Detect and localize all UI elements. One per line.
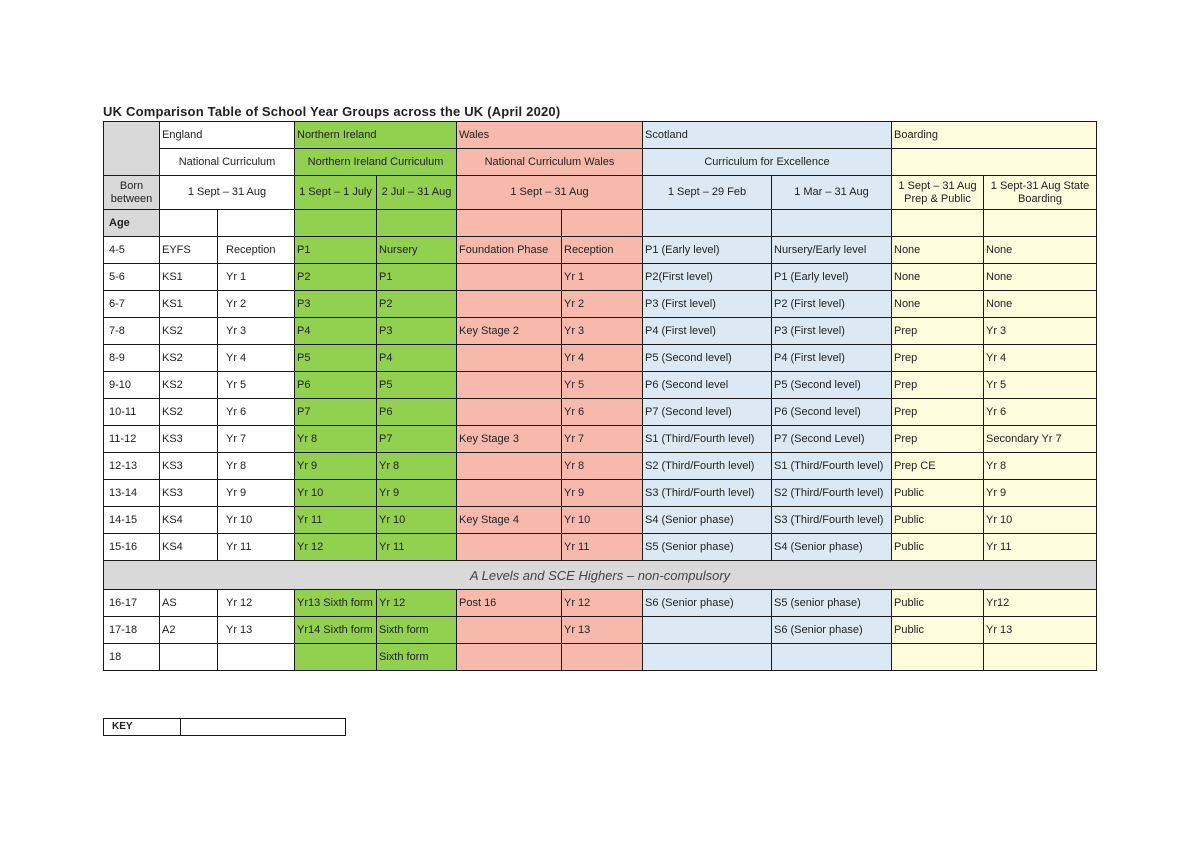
empty-cell — [892, 210, 984, 237]
boarding-b-cell: Yr 9 — [984, 480, 1097, 507]
born-boarding-b: 1 Sept-31 Aug State Boarding — [984, 176, 1097, 210]
curriculum-northern-ireland: Northern Ireland Curriculum — [295, 149, 457, 176]
boarding-b-cell: None — [984, 237, 1097, 264]
wales-year-cell: Yr 11 — [562, 534, 643, 561]
ni-nursery-cell: P4 — [377, 345, 457, 372]
scotland-b-cell: P6 (Second level) — [772, 399, 892, 426]
england-year-cell: Yr 12 — [218, 590, 295, 617]
wales-phase-cell: Key Stage 3 — [457, 426, 562, 453]
ni-primary-cell: P7 — [295, 399, 377, 426]
ni-primary-cell: P4 — [295, 318, 377, 345]
boarding-a-cell: None — [892, 264, 984, 291]
scotland-a-cell: P1 (Early level) — [643, 237, 772, 264]
ni-nursery-cell: Sixth form — [377, 617, 457, 644]
scotland-a-cell: S6 (Senior phase) — [643, 590, 772, 617]
boarding-a-cell: Prep CE — [892, 453, 984, 480]
empty-cell — [984, 210, 1097, 237]
born-between-row — [104, 176, 1097, 210]
scotland-a-cell: P3 (First level) — [643, 291, 772, 318]
wales-year-cell: Yr 2 — [562, 291, 643, 318]
ni-primary-cell: P6 — [295, 372, 377, 399]
boarding-b-cell: Yr12 — [984, 590, 1097, 617]
boarding-b-cell: None — [984, 291, 1097, 318]
ni-nursery-cell: P3 — [377, 318, 457, 345]
england-key-stage-cell: KS4 — [160, 534, 218, 561]
boarding-b-cell: Yr 4 — [984, 345, 1097, 372]
age-cell: 18 — [104, 644, 160, 671]
england-year-cell: Yr 4 — [218, 345, 295, 372]
table-row — [104, 453, 1097, 480]
table-row — [104, 644, 1097, 671]
ni-primary-cell: Yr 12 — [295, 534, 377, 561]
wales-phase-cell — [457, 644, 562, 671]
ni-nursery-cell: Yr 10 — [377, 507, 457, 534]
boarding-b-cell: Yr 6 — [984, 399, 1097, 426]
scotland-a-cell — [643, 644, 772, 671]
age-cell: 16-17 — [104, 590, 160, 617]
age-header-row — [104, 210, 1097, 237]
scotland-a-cell: S1 (Third/Fourth level) — [643, 426, 772, 453]
boarding-a-cell: Public — [892, 617, 984, 644]
ni-nursery-cell: Sixth form — [377, 644, 457, 671]
boarding-b-cell — [984, 644, 1097, 671]
boarding-b-cell: None — [984, 264, 1097, 291]
key-label: KEY — [104, 719, 181, 735]
ni-nursery-cell: Yr 11 — [377, 534, 457, 561]
age-cell: 15-16 — [104, 534, 160, 561]
ni-primary-cell: Yr 11 — [295, 507, 377, 534]
scotland-b-cell: P4 (First level) — [772, 345, 892, 372]
england-year-cell: Reception — [218, 237, 295, 264]
wales-year-cell: Yr 7 — [562, 426, 643, 453]
wales-year-cell — [562, 644, 643, 671]
curriculum-scotland: Curriculum for Excellence — [643, 149, 892, 176]
ni-primary-cell: Yr13 Sixth form — [295, 590, 377, 617]
ni-primary-cell: Yr 8 — [295, 426, 377, 453]
non-compulsory-row — [104, 561, 1097, 590]
table-row — [104, 534, 1097, 561]
wales-phase-cell — [457, 617, 562, 644]
scotland-b-cell: P1 (Early level) — [772, 264, 892, 291]
born-england: 1 Sept – 31 Aug — [160, 176, 295, 210]
scotland-a-cell: S2 (Third/Fourth level) — [643, 453, 772, 480]
scotland-a-cell: P2(First level) — [643, 264, 772, 291]
boarding-b-cell: Yr 11 — [984, 534, 1097, 561]
scotland-b-cell: Nursery/Early level — [772, 237, 892, 264]
scotland-b-cell: S6 (Senior phase) — [772, 617, 892, 644]
ni-nursery-cell: Yr 9 — [377, 480, 457, 507]
wales-year-cell: Yr 9 — [562, 480, 643, 507]
wales-year-cell: Yr 3 — [562, 318, 643, 345]
age-cell: 4-5 — [104, 237, 160, 264]
boarding-a-cell: Prep — [892, 372, 984, 399]
wales-year-cell: Yr 6 — [562, 399, 643, 426]
wales-year-cell: Yr 13 — [562, 617, 643, 644]
wales-phase-cell — [457, 453, 562, 480]
age-cell: 11-12 — [104, 426, 160, 453]
ni-primary-cell: Yr 10 — [295, 480, 377, 507]
england-key-stage-cell: KS1 — [160, 291, 218, 318]
boarding-b-cell: Yr 8 — [984, 453, 1097, 480]
boarding-a-cell: Public — [892, 590, 984, 617]
empty-cell — [643, 210, 772, 237]
curriculum-england: National Curriculum — [160, 149, 295, 176]
england-year-cell: Yr 5 — [218, 372, 295, 399]
table-row — [104, 590, 1097, 617]
england-key-stage-cell: EYFS — [160, 237, 218, 264]
scotland-b-cell: P2 (First level) — [772, 291, 892, 318]
wales-phase-cell: Post 16 — [457, 590, 562, 617]
curriculum-boarding — [892, 149, 1097, 176]
scotland-a-cell: P7 (Second level) — [643, 399, 772, 426]
wales-year-cell: Yr 1 — [562, 264, 643, 291]
boarding-a-cell: Public — [892, 534, 984, 561]
boarding-a-cell: Prep — [892, 399, 984, 426]
england-key-stage-cell: KS2 — [160, 372, 218, 399]
ni-primary-cell — [295, 644, 377, 671]
age-cell: 10-11 — [104, 399, 160, 426]
scotland-b-cell — [772, 644, 892, 671]
england-key-stage-cell: KS3 — [160, 480, 218, 507]
boarding-b-cell: Yr 5 — [984, 372, 1097, 399]
age-cell: 8-9 — [104, 345, 160, 372]
ni-primary-cell: Yr 9 — [295, 453, 377, 480]
key-box — [103, 718, 346, 736]
region-england: England — [160, 122, 295, 149]
table-row — [104, 480, 1097, 507]
empty-cell — [218, 210, 295, 237]
ni-primary-cell: Yr14 Sixth form — [295, 617, 377, 644]
born-scotland-a: 1 Sept – 29 Feb — [643, 176, 772, 210]
england-year-cell — [218, 644, 295, 671]
england-year-cell: Yr 8 — [218, 453, 295, 480]
scotland-b-cell: S4 (Senior phase) — [772, 534, 892, 561]
england-year-cell: Yr 3 — [218, 318, 295, 345]
table-row — [104, 617, 1097, 644]
ni-primary-cell: P3 — [295, 291, 377, 318]
age-label: Age — [104, 210, 160, 237]
table-row — [104, 291, 1097, 318]
scotland-b-cell: P7 (Second Level) — [772, 426, 892, 453]
boarding-a-cell: Prep — [892, 318, 984, 345]
scotland-a-cell: P6 (Second level — [643, 372, 772, 399]
wales-phase-cell — [457, 480, 562, 507]
age-cell: 7-8 — [104, 318, 160, 345]
wales-phase-cell — [457, 264, 562, 291]
wales-phase-cell — [457, 291, 562, 318]
scotland-a-cell: P4 (First level) — [643, 318, 772, 345]
ni-nursery-cell: P6 — [377, 399, 457, 426]
age-cell: 13-14 — [104, 480, 160, 507]
wales-phase-cell — [457, 345, 562, 372]
year-group-comparison-table — [103, 121, 1097, 671]
table-row — [104, 318, 1097, 345]
boarding-a-cell: None — [892, 237, 984, 264]
wales-year-cell: Yr 8 — [562, 453, 643, 480]
wales-year-cell: Yr 10 — [562, 507, 643, 534]
wales-phase-cell: Key Stage 4 — [457, 507, 562, 534]
england-year-cell: Yr 11 — [218, 534, 295, 561]
age-cell: 9-10 — [104, 372, 160, 399]
curriculum-wales: National Curriculum Wales — [457, 149, 643, 176]
empty-cell — [772, 210, 892, 237]
document-title: UK Comparison Table of School Year Groups across the UK (April 2020) — [103, 104, 561, 119]
scotland-b-cell: S5 (senior phase) — [772, 590, 892, 617]
england-year-cell: Yr 2 — [218, 291, 295, 318]
non-compulsory-banner: A Levels and SCE Highers – non-compulsory — [104, 561, 1097, 590]
born-ni-a: 1 Sept – 1 July — [295, 176, 377, 210]
wales-phase-cell — [457, 372, 562, 399]
ni-nursery-cell: P5 — [377, 372, 457, 399]
boarding-a-cell: Prep — [892, 426, 984, 453]
table-row — [104, 237, 1097, 264]
age-cell: 5-6 — [104, 264, 160, 291]
ni-nursery-cell: P2 — [377, 291, 457, 318]
boarding-b-cell: Yr 13 — [984, 617, 1097, 644]
wales-year-cell: Reception — [562, 237, 643, 264]
wales-phase-cell — [457, 534, 562, 561]
born-wales: 1 Sept – 31 Aug — [457, 176, 643, 210]
england-key-stage-cell — [160, 644, 218, 671]
england-key-stage-cell: KS3 — [160, 426, 218, 453]
ni-nursery-cell: P7 — [377, 426, 457, 453]
scotland-a-cell: S3 (Third/Fourth level) — [643, 480, 772, 507]
empty-cell — [562, 210, 643, 237]
born-ni-b: 2 Jul – 31 Aug — [377, 176, 457, 210]
england-key-stage-cell: KS3 — [160, 453, 218, 480]
scotland-b-cell: S3 (Third/Fourth level) — [772, 507, 892, 534]
age-cell: 14-15 — [104, 507, 160, 534]
age-cell: 17-18 — [104, 617, 160, 644]
england-year-cell: Yr 6 — [218, 399, 295, 426]
england-year-cell: Yr 9 — [218, 480, 295, 507]
wales-year-cell: Yr 4 — [562, 345, 643, 372]
scotland-b-cell: P3 (First level) — [772, 318, 892, 345]
scotland-b-cell: S2 (Third/Fourth level) — [772, 480, 892, 507]
boarding-b-cell: Yr 3 — [984, 318, 1097, 345]
boarding-b-cell: Yr 10 — [984, 507, 1097, 534]
england-year-cell: Yr 10 — [218, 507, 295, 534]
ni-nursery-cell: Yr 8 — [377, 453, 457, 480]
england-key-stage-cell: KS2 — [160, 399, 218, 426]
wales-phase-cell: Foundation Phase — [457, 237, 562, 264]
england-key-stage-cell: A2 — [160, 617, 218, 644]
born-between-label: Born between — [104, 176, 160, 210]
corner-cell — [104, 122, 160, 176]
wales-phase-cell: Key Stage 2 — [457, 318, 562, 345]
england-year-cell: Yr 13 — [218, 617, 295, 644]
scotland-b-cell: P5 (Second level) — [772, 372, 892, 399]
region-northern-ireland: Northern Ireland — [295, 122, 457, 149]
empty-cell — [160, 210, 218, 237]
scotland-a-cell: S4 (Senior phase) — [643, 507, 772, 534]
born-scotland-b: 1 Mar – 31 Aug — [772, 176, 892, 210]
boarding-a-cell: Public — [892, 480, 984, 507]
ni-nursery-cell: P1 — [377, 264, 457, 291]
empty-cell — [295, 210, 377, 237]
table-row — [104, 399, 1097, 426]
born-boarding-a: 1 Sept – 31 Aug Prep & Public — [892, 176, 984, 210]
boarding-a-cell — [892, 644, 984, 671]
boarding-b-cell: Secondary Yr 7 — [984, 426, 1097, 453]
wales-phase-cell — [457, 399, 562, 426]
england-year-cell: Yr 7 — [218, 426, 295, 453]
scotland-b-cell: S1 (Third/Fourth level) — [772, 453, 892, 480]
table-row — [104, 264, 1097, 291]
wales-year-cell: Yr 5 — [562, 372, 643, 399]
region-boarding: Boarding — [892, 122, 1097, 149]
age-cell: 6-7 — [104, 291, 160, 318]
ni-nursery-cell: Nursery — [377, 237, 457, 264]
curriculum-header-row — [104, 149, 1097, 176]
region-wales: Wales — [457, 122, 643, 149]
wales-year-cell: Yr 12 — [562, 590, 643, 617]
scotland-a-cell: S5 (Senior phase) — [643, 534, 772, 561]
england-key-stage-cell: AS — [160, 590, 218, 617]
region-header-row — [104, 122, 1097, 149]
empty-cell — [457, 210, 562, 237]
england-key-stage-cell: KS2 — [160, 318, 218, 345]
ni-primary-cell: P5 — [295, 345, 377, 372]
england-key-stage-cell: KS2 — [160, 345, 218, 372]
boarding-a-cell: Public — [892, 507, 984, 534]
england-year-cell: Yr 1 — [218, 264, 295, 291]
region-scotland: Scotland — [643, 122, 892, 149]
age-cell: 12-13 — [104, 453, 160, 480]
empty-cell — [377, 210, 457, 237]
table-row — [104, 345, 1097, 372]
ni-nursery-cell: Yr 12 — [377, 590, 457, 617]
england-key-stage-cell: KS1 — [160, 264, 218, 291]
scotland-a-cell — [643, 617, 772, 644]
boarding-a-cell: None — [892, 291, 984, 318]
table-row — [104, 507, 1097, 534]
table-row — [104, 372, 1097, 399]
england-key-stage-cell: KS4 — [160, 507, 218, 534]
ni-primary-cell: P1 — [295, 237, 377, 264]
scotland-a-cell: P5 (Second level) — [643, 345, 772, 372]
ni-primary-cell: P2 — [295, 264, 377, 291]
boarding-a-cell: Prep — [892, 345, 984, 372]
table-row — [104, 426, 1097, 453]
